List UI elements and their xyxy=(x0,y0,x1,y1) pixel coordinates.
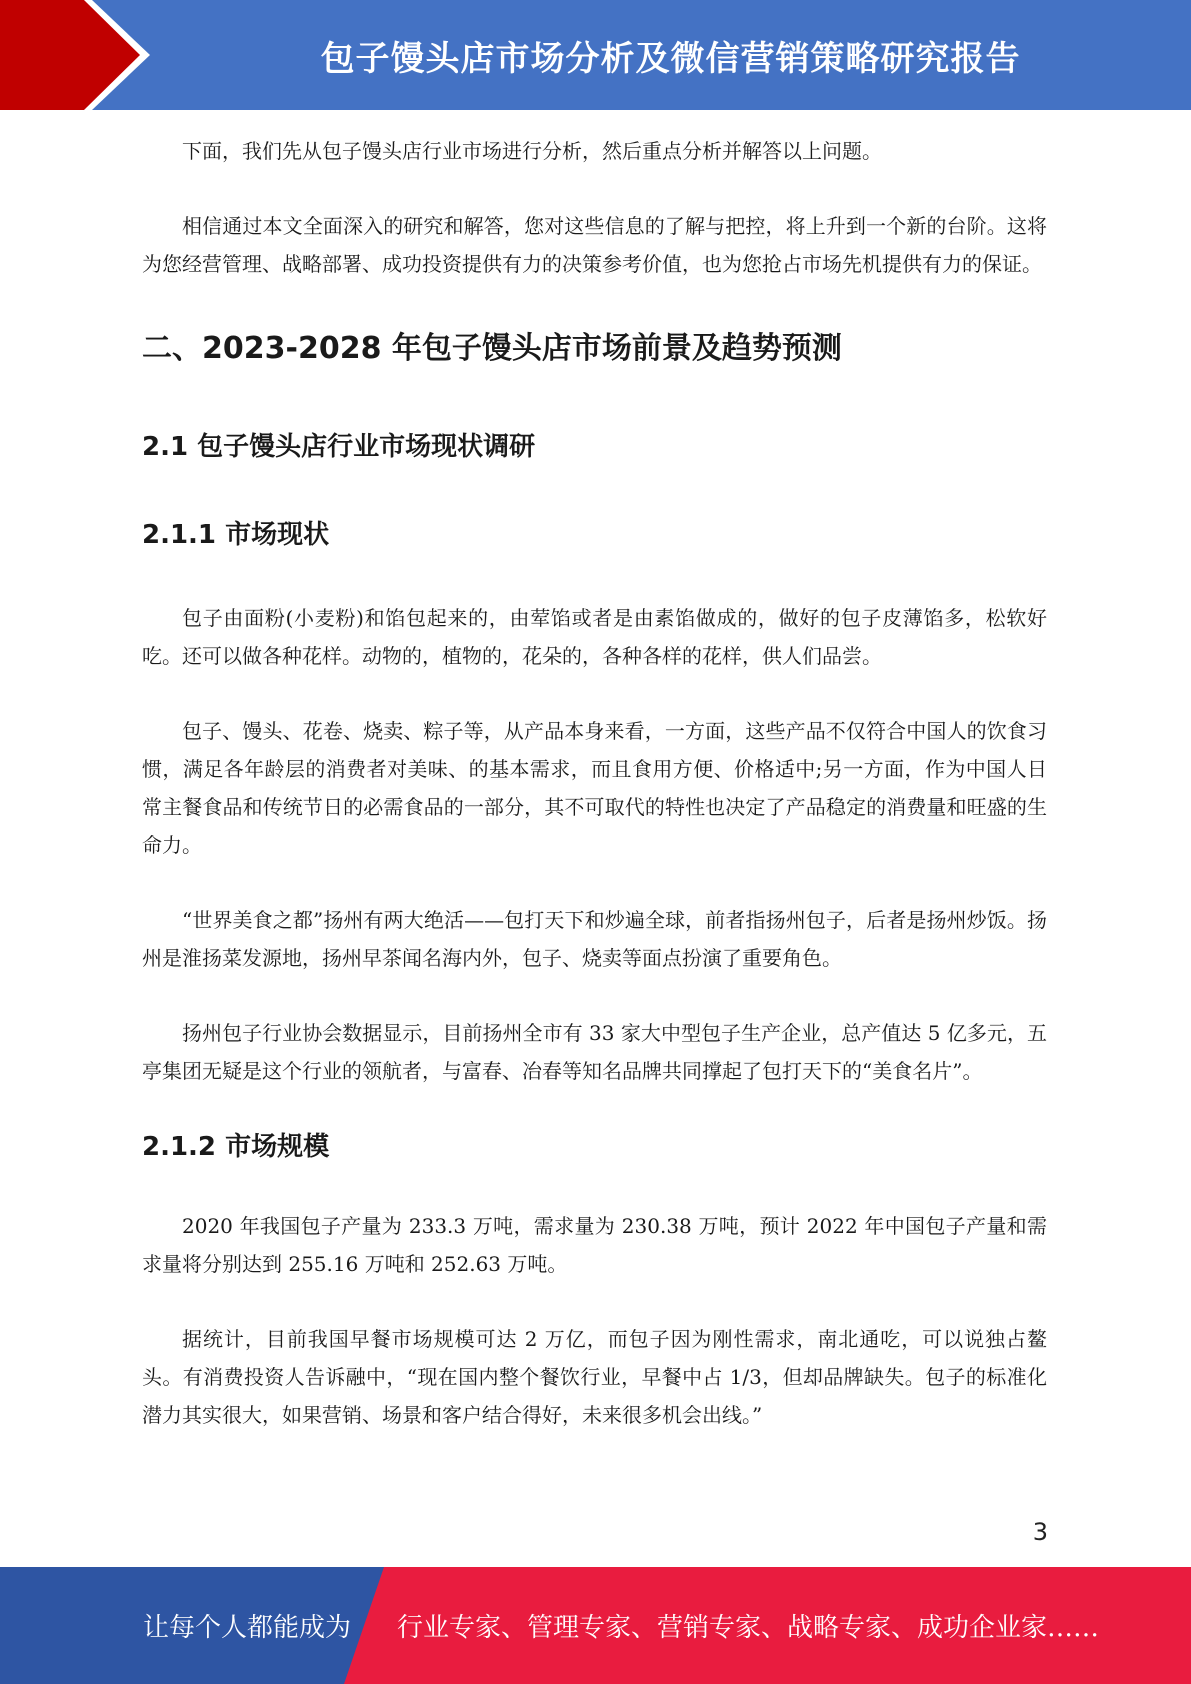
paragraph-production-demand: 2020 年我国包子产量为 233.3 万吨，需求量为 230.38 万吨，预计 2022 年中国包子产量和需求量将分别达到 255.16 万吨和 252.63 万吨。 xyxy=(142,1214,1047,1276)
section-heading: 二、2023-2028 年包子馒头店市场前景及趋势预测 xyxy=(142,331,842,366)
subsection-heading: 2.1 包子馒头店行业市场现状调研 xyxy=(142,432,536,462)
paragraph-value: 相信通过本文全面深入的研究和解答，您对这些信息的了解与把控，将上升到一个新的台阶。这将为您经营管理、战略部署、成功投资提供有力的决策参考价值，也为您抢占市场先机提供有力的保证。 xyxy=(142,214,1047,276)
page-footer xyxy=(0,1567,1191,1684)
footer-slogan-right: 行业专家、管理专家、营销专家、战略专家、成功企业家…… xyxy=(397,1613,1100,1643)
paragraph-breakfast-market: 据统计，目前我国早餐市场规模可达 2 万亿，而包子因为刚性需求，南北通吃，可以说独占鳌头。有消费投资人告诉融中，“现在国内整个餐饮行业，早餐中占 1/3，但却品牌缺失。包子的标准化潜力其实很大，如果营销、场景和客户结合得好，未来很多机会出线。” xyxy=(142,1327,1047,1427)
subsubsection-heading-market-size: 2.1.2 市场规模 xyxy=(142,1132,330,1162)
report-title: 包子馒头店市场分析及微信营销策略研究报告 xyxy=(320,38,1021,79)
subsubsection-heading-market-status: 2.1.1 市场现状 xyxy=(142,520,330,550)
paragraph-industry-association: 扬州包子行业协会数据显示，目前扬州全市有 33 家大中型包子生产企业，总产值达 5 亿多元，五亭集团无疑是这个行业的领航者，与富春、冶春等知名品牌共同撑起了包打天下的“美食名片”。 xyxy=(142,1021,1047,1083)
document-body xyxy=(142,132,1047,1471)
footer-slogan-left: 让每个人都能成为 xyxy=(143,1613,352,1643)
paragraph-intro: 下面，我们先从包子馒头店行业市场进行分析，然后重点分析并解答以上问题。 xyxy=(182,139,882,163)
paragraph-yangzhou: “世界美食之都”扬州有两大绝活——包打天下和炒遍全球，前者指扬州包子，后者是扬州炒饭。扬州是淮扬菜发源地，扬州早茶闻名海内外，包子、烧卖等面点扮演了重要角色。 xyxy=(142,908,1047,970)
paragraph-baozi-description: 包子由面粉(小麦粉)和馅包起来的，由荤馅或者是由素馅做成的，做好的包子皮薄馅多，松软好吃。还可以做各种花样。动物的，植物的，花朵的，各种各样的花样，供人们品尝。 xyxy=(142,606,1047,668)
paragraph-product-analysis: 包子、馒头、花卷、烧卖、粽子等，从产品本身来看，一方面，这些产品不仅符合中国人的饮食习惯，满足各年龄层的消费者对美味、的基本需求，而且食用方便、价格适中;另一方面，作为中国人日常主餐食品和传统节日的必需食品的一部分，其不可取代的特性也决定了产品稳定的消费量和旺盛的生命力。 xyxy=(142,719,1047,857)
page-number: 3 xyxy=(1032,1518,1048,1546)
page-header xyxy=(0,0,1191,110)
header-arrow-decoration xyxy=(0,0,160,110)
